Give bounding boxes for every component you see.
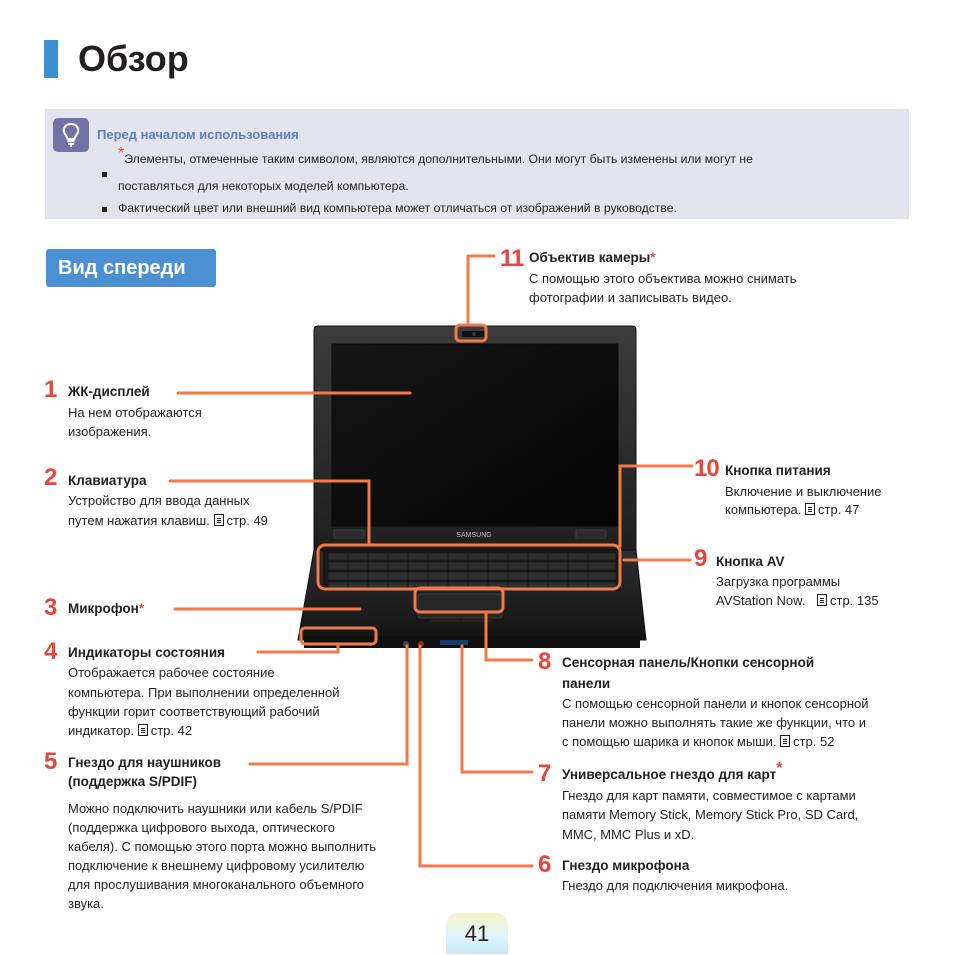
page-reference-icon <box>214 514 224 526</box>
callout-desc-power-1: Включение и выключение <box>725 484 882 499</box>
callout-number-10: 10 <box>694 455 719 482</box>
callout-desc-touchpad-2: панели можно выполнять такие же функции, что и <box>562 715 866 730</box>
callout-number-4: 4 <box>44 638 57 665</box>
callout-desc-power-2-text: компьютера. <box>725 502 802 517</box>
laptop-brand-logo: SAMSUNG <box>456 532 492 539</box>
section-label-front-view: Вид спереди <box>46 249 216 287</box>
page-reference-link[interactable]: стр. 49 <box>226 513 268 528</box>
callout-desc-indicators-4 <box>68 721 192 741</box>
callout-desc-headphone-6: звука. <box>68 896 104 911</box>
callout-desc-headphone-2: (поддержка цифрового выхода, оптического <box>68 820 335 835</box>
callout-desc-av-2-text: AVStation Now. <box>716 593 806 608</box>
callout-label-headphone-1: Гнездо для наушников <box>68 755 222 770</box>
callout-desc-mic-jack-1: Гнездо для подключения микрофона. <box>562 878 789 893</box>
page-reference-icon <box>138 724 148 736</box>
callout-desc-lcd-2: изображения. <box>68 424 152 439</box>
page-reference-link[interactable]: стр. 135 <box>830 593 879 608</box>
callout-desc-headphone-3: кабеля). С помощью этого порта можно выполнить <box>68 839 377 854</box>
callout-desc-headphone-5: для прослушивания многоканального объемного <box>68 877 365 892</box>
callout-desc-av-2 <box>716 591 879 611</box>
callout-desc-keyboard-1: Устройство для ввода данных <box>68 493 250 508</box>
callout-label-touchpad-1: Сенсорная панель/Кнопки сенсорной <box>562 655 815 670</box>
callout-desc-card-slot-3: MMC, MMC Plus и xD. <box>562 827 695 842</box>
callout-number-5: 5 <box>44 748 57 775</box>
callout-label-microphone <box>68 599 144 619</box>
callout-desc-touchpad-1: С помощью сенсорной панели и кнопок сенсорной <box>562 696 869 711</box>
callout-number-2: 2 <box>44 464 57 491</box>
callout-desc-card-slot-2: памяти Memory Stick, Memory Stick Pro, SD Card, <box>562 807 859 822</box>
callout-label-camera <box>529 248 656 268</box>
note-bullet-1-cont: поставляться для некоторых моделей компьютера. <box>118 179 409 193</box>
callout-desc-power-2 <box>725 500 859 520</box>
callout-desc-indicators-3: функции горит соответствующий рабочий <box>68 704 320 719</box>
callout-number-11: 11 <box>500 245 524 272</box>
optional-star: * <box>650 250 656 265</box>
callout-desc-av-1: Загрузка программы <box>716 574 841 589</box>
optional-star: * <box>118 145 125 162</box>
callout-number-6: 6 <box>538 851 551 878</box>
callout-desc-touchpad-3 <box>562 732 834 752</box>
callout-desc-card-slot-1: Гнездо для карт памяти, совместимое с картами <box>562 788 856 803</box>
callout-label-headphone-2: (поддержка S/PDIF) <box>68 774 198 789</box>
callout-label-mic-jack: Гнездо микрофона <box>562 858 690 873</box>
page-reference-icon <box>805 503 815 515</box>
callout-label-microphone-text: Микрофон <box>68 601 139 616</box>
callout-number-3: 3 <box>44 594 57 621</box>
page-reference-link[interactable]: стр. 47 <box>818 502 860 517</box>
callout-desc-keyboard-2 <box>68 511 268 531</box>
optional-star: * <box>776 760 783 777</box>
page-reference-link[interactable]: стр. 42 <box>150 723 193 738</box>
callout-label-card-slot-text: Универсальное гнездо для карт <box>562 767 777 782</box>
callout-desc-touchpad-3-text: с помощью шарика и кнопок мыши. <box>562 734 777 749</box>
note-bullet-1-text: Элементы, отмеченные таким символом, являются дополнительными. Они могут быть изменены или могут не <box>124 152 753 166</box>
callout-number-9: 9 <box>694 545 707 572</box>
optional-star: * <box>138 601 145 616</box>
callout-label-av: Кнопка AV <box>716 554 785 569</box>
callout-desc-indicators-4-text: индикатор. <box>68 723 135 738</box>
callout-label-power: Кнопка питания <box>725 463 831 478</box>
callout-number-1: 1 <box>44 376 57 403</box>
callout-desc-lcd-1: На нем отображаются <box>68 405 202 420</box>
callout-label-indicators: Индикаторы состояния <box>68 645 225 660</box>
callout-desc-indicators-2: компьютера. При выполнении определенной <box>68 685 340 700</box>
page-number: 41 <box>446 913 508 954</box>
callout-number-7: 7 <box>538 760 551 787</box>
callout-label-keyboard: Клавиатура <box>68 473 147 488</box>
callout-desc-camera-1: С помощью этого объектива можно снимать <box>529 271 797 286</box>
callout-desc-indicators-1: Отображается рабочее состояние <box>68 665 275 680</box>
callout-label-touchpad-2: панели <box>562 676 611 691</box>
page-reference-icon <box>780 735 790 747</box>
note-heading: Перед началом использования <box>97 127 299 142</box>
callout-desc-camera-2: фотографии и записывать видео. <box>529 290 732 305</box>
note-bullet-2: Фактический цвет или внешний вид компьютера может отличаться от изображений в руководстве. <box>118 201 677 215</box>
callout-desc-keyboard-2-text: путем нажатия клавиш. <box>68 513 210 528</box>
callout-desc-headphone-1: Можно подключить наушники или кабель S/PDIF <box>68 801 363 816</box>
callout-label-lcd: ЖК-дисплей <box>68 384 150 399</box>
callout-label-camera-text: Объектив камеры <box>529 250 651 265</box>
callout-number-8: 8 <box>538 648 551 675</box>
page-title: Обзор <box>78 38 189 79</box>
callout-label-card-slot <box>562 760 783 785</box>
page-reference-link[interactable]: стр. 52 <box>793 734 835 749</box>
callout-desc-headphone-4: подключение к внешнему цифровому усилителю <box>68 858 365 873</box>
page-reference-icon <box>817 594 827 606</box>
